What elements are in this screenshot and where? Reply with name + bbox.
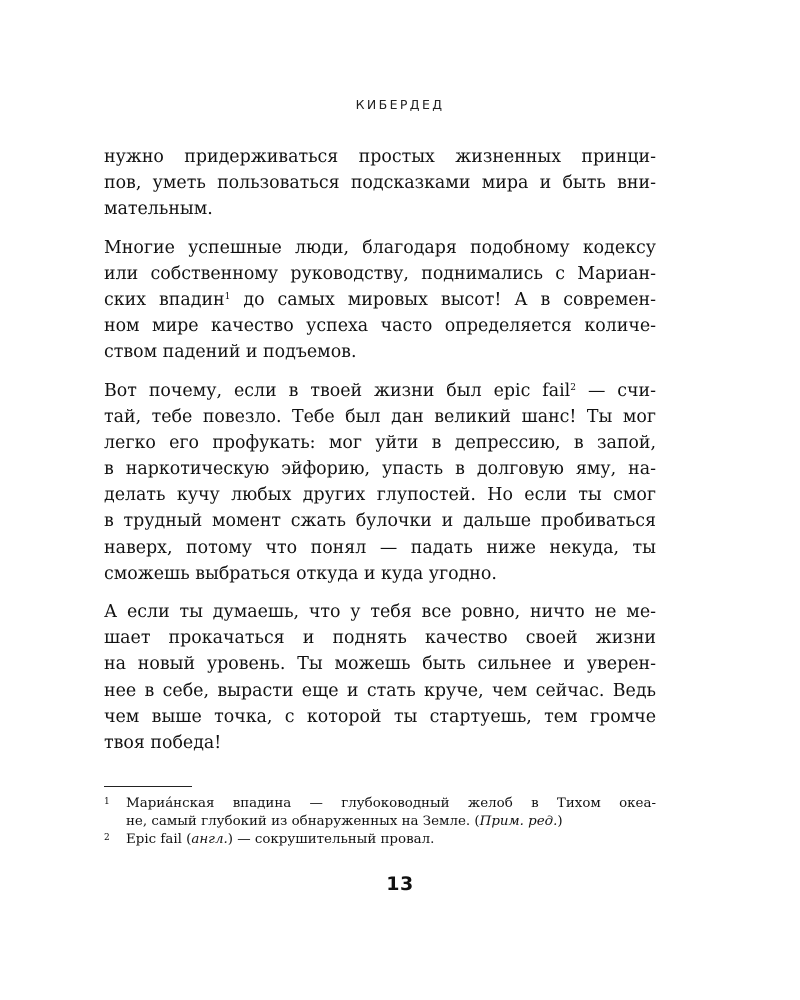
footnote-ref-1: 1 [224, 291, 231, 302]
page-number: 13 [386, 873, 414, 895]
text-fragment: ских впадин [104, 289, 225, 310]
text-fragment: не, самый глубокий из обнаруженных на Земле. ( [126, 814, 480, 830]
text-fragment: ) — сокрушительный провал. [227, 832, 435, 848]
editor-note: Прим. ред. [479, 814, 558, 830]
text-line: или собственному руководству, поднимались с Мариан- [104, 263, 656, 284]
text-line: нужно придерживаться простых жизненных принци- [104, 147, 656, 167]
text-line: в трудный момент сжать булочки и дальше пробиваться [104, 511, 656, 532]
text-line: на новый уровень. Ты можешь быть сильнее и уверен- [104, 654, 656, 675]
body-text [104, 144, 656, 768]
footnote-1 [104, 795, 656, 831]
paragraph-4 [104, 599, 656, 756]
footnote-divider [104, 786, 192, 787]
footnote-number: 2 [104, 833, 110, 844]
text-line: делать кучу любых других глупостей. Но если ты смог [104, 485, 656, 506]
text-line: тай, тебе повезло. Тебе был дан великий шанс! Ты мог [104, 406, 656, 427]
footnote-2 [104, 831, 656, 849]
footnote-line [126, 813, 656, 831]
running-head: КИБЕРДЕД [355, 97, 445, 112]
text-fragment: Вот почему, если в твоей жизни был epic fail [104, 380, 571, 401]
paragraph-2 [104, 235, 656, 366]
text-line [104, 378, 656, 404]
text-fragment: Epic fail ( [126, 832, 192, 848]
text-line: шает прокачаться и поднять качество своей жизни [104, 628, 656, 649]
footnote-ref-2: 2 [570, 382, 576, 393]
text-line: мательным. [104, 199, 213, 220]
text-line [104, 287, 656, 313]
footnote-number: 1 [104, 797, 110, 807]
text-line: наверх, потому что понял — падать ниже некуда, ты [104, 537, 656, 558]
text-line: А если ты думаешь, что у тебя все ровно, ничто не ме- [104, 602, 656, 622]
text-line: в наркотическую эйфорию, упасть в долговую яму, на- [104, 459, 656, 480]
text-line: легко его профукать: мог уйти в депрессию, в запой, [104, 432, 656, 453]
paragraph-1 [104, 144, 656, 223]
text-fragment: до самых мировых высот! А в современ- [243, 289, 656, 310]
footnotes [104, 795, 656, 850]
text-line: Многие успешные люди, благодаря подобному кодексу [104, 237, 656, 258]
footnote-line: Мариа́нская впадина — глубоководный желоб в Тихом океа- [126, 796, 656, 811]
text-fragment: ) [557, 814, 563, 830]
text-line: твоя победа! [104, 732, 222, 753]
text-fragment: — счи- [587, 380, 656, 401]
text-line: сможешь выбраться откуда и куда угодно. [104, 563, 497, 584]
text-line: ном мире качество успеха часто определяется количе- [104, 316, 656, 337]
footnote-line [126, 831, 656, 849]
text-line: ством падений и подъемов. [104, 342, 357, 363]
text-line: пов, уметь пользоваться подсказками мира и быть вни- [104, 173, 656, 194]
text-line: нее в себе, вырасти еще и стать круче, чем сейчас. Ведь [104, 680, 656, 701]
language-note: англ. [191, 832, 228, 848]
paragraph-3 [104, 378, 656, 588]
text-line: чем выше точка, с которой ты стартуешь, тем громче [104, 706, 656, 727]
